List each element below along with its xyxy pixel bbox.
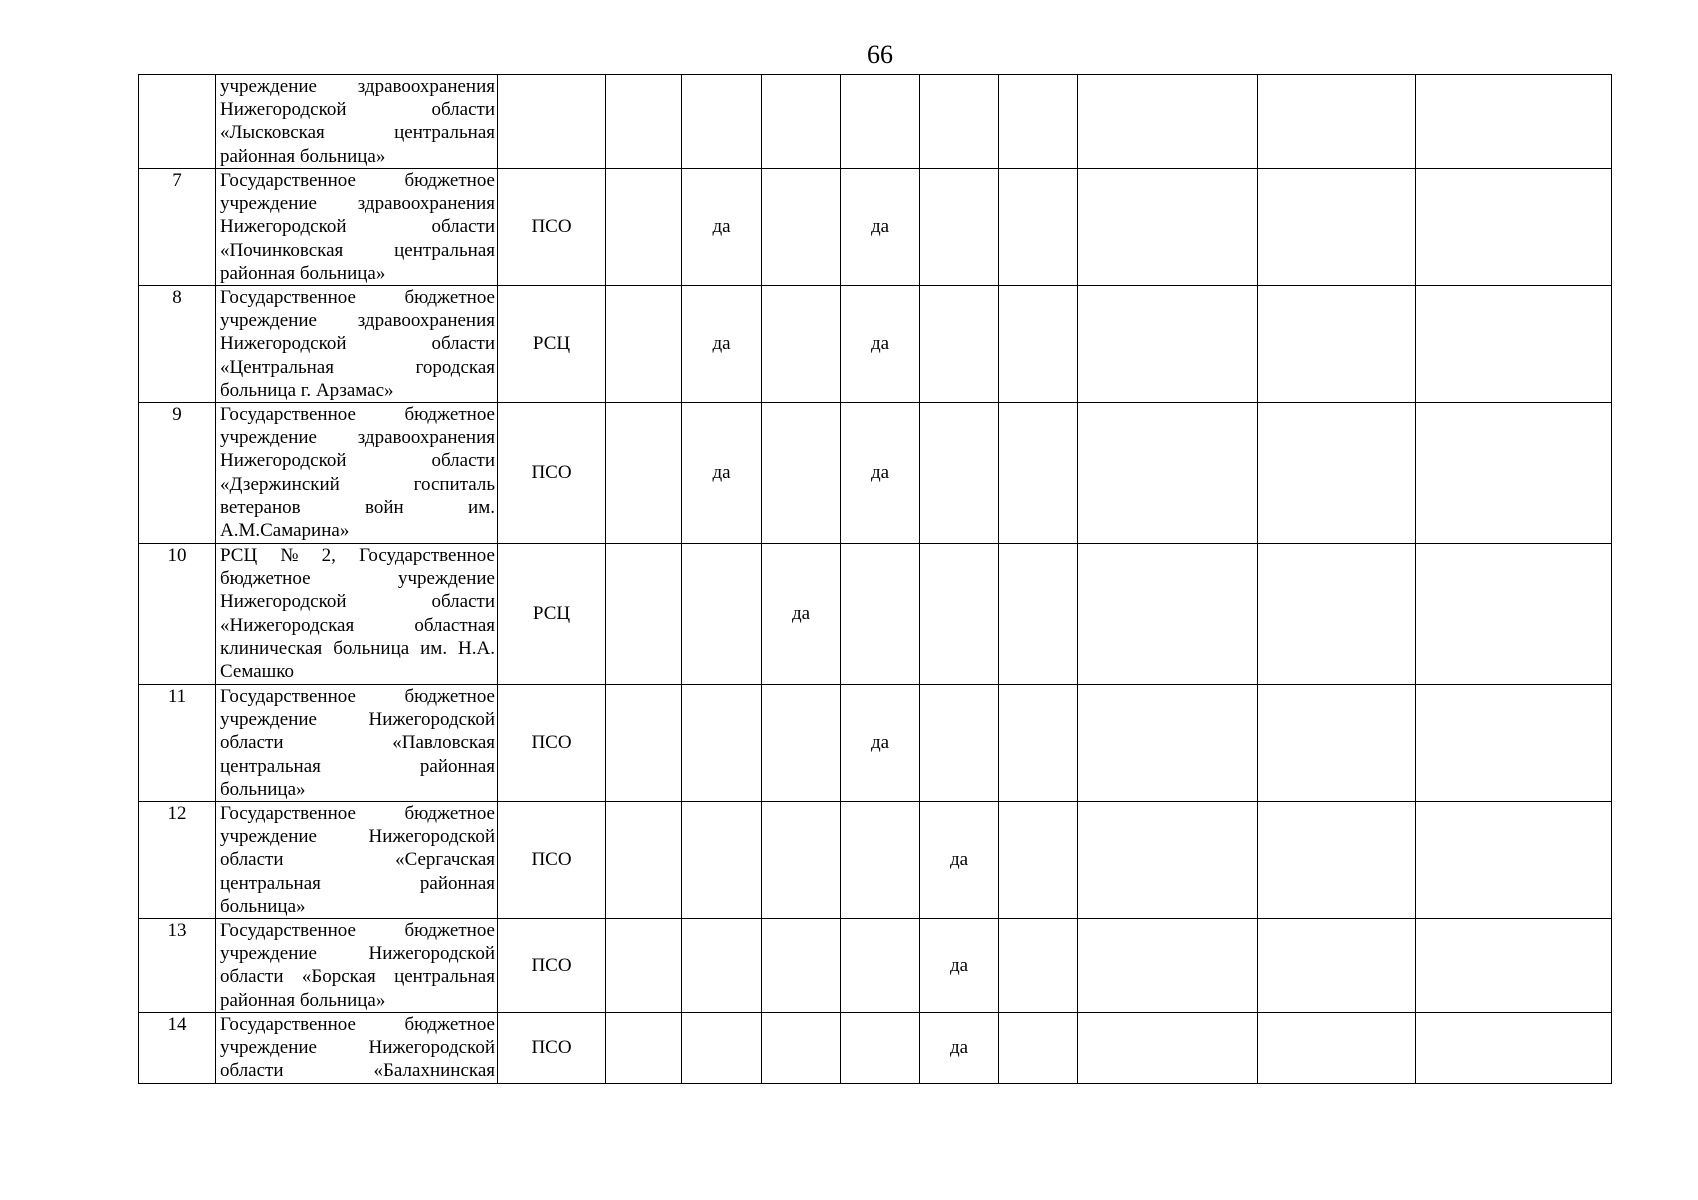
row-number: 12 bbox=[139, 802, 216, 919]
word: Нижегородской bbox=[368, 709, 495, 731]
facility-name-line: районная больница» bbox=[220, 145, 386, 167]
cell-c5 bbox=[762, 169, 841, 286]
facility-name-line bbox=[220, 473, 495, 496]
facility-name-line: Семашко bbox=[220, 661, 295, 683]
word: «Нижегородская bbox=[220, 614, 355, 636]
word: Н.А. bbox=[458, 637, 495, 659]
cell-c10 bbox=[1258, 75, 1416, 169]
facility-name-line: больница» bbox=[220, 895, 306, 917]
word: учреждение bbox=[220, 709, 317, 731]
word: учреждение bbox=[220, 1037, 317, 1059]
cell-c8 bbox=[999, 75, 1078, 169]
cell-c4 bbox=[682, 544, 762, 685]
facility-name-line: А.М.Самарина» bbox=[220, 520, 350, 542]
row-number: 13 bbox=[139, 919, 216, 1013]
facility-name-line bbox=[220, 403, 495, 426]
cell-c5 bbox=[762, 802, 841, 919]
word: здравоохранения bbox=[357, 310, 495, 332]
word: области bbox=[220, 849, 284, 871]
table-row bbox=[139, 403, 1612, 544]
cell-c9 bbox=[1078, 169, 1258, 286]
word: Государственное bbox=[220, 404, 356, 426]
word: Государственное bbox=[220, 686, 356, 708]
word: области bbox=[431, 591, 495, 613]
facility-name bbox=[216, 403, 498, 544]
cell-c8 bbox=[999, 919, 1078, 1013]
facility-type: ПСО bbox=[498, 685, 606, 802]
table-row bbox=[139, 75, 1612, 169]
word: «Балахнинская bbox=[373, 1060, 495, 1082]
cell-c8 bbox=[999, 685, 1078, 802]
facility-name-line bbox=[220, 356, 495, 379]
facility-type: ПСО bbox=[498, 1013, 606, 1084]
word: «Центральная bbox=[220, 356, 334, 378]
word: бюджетное bbox=[404, 1014, 495, 1036]
facility-name-line: больница г. Арзамас» bbox=[220, 379, 394, 401]
facility-name-line: районная больница» bbox=[220, 989, 386, 1011]
facility-name-line bbox=[220, 919, 495, 942]
facility-name bbox=[216, 169, 498, 286]
word: госпиталь bbox=[413, 473, 495, 495]
cell-c6: да bbox=[841, 286, 920, 403]
word: Нижегородской bbox=[220, 99, 347, 121]
word: бюджетное bbox=[404, 170, 495, 191]
cell-c8 bbox=[999, 286, 1078, 403]
word: Нижегородской bbox=[220, 450, 347, 472]
cell-c7 bbox=[920, 169, 999, 286]
cell-c8 bbox=[999, 169, 1078, 286]
facility-name-line bbox=[220, 614, 495, 637]
word: учреждение bbox=[220, 943, 317, 965]
facility-name-line bbox=[220, 239, 495, 262]
facility-name-line bbox=[220, 426, 495, 449]
word: РСЦ bbox=[220, 545, 258, 567]
cell-c11 bbox=[1416, 1013, 1612, 1084]
row-number bbox=[139, 75, 216, 169]
word: Государственное bbox=[220, 803, 356, 825]
facility-name bbox=[216, 1013, 498, 1084]
facility-name-line bbox=[220, 567, 495, 590]
word: бюджетное bbox=[404, 686, 495, 708]
facility-name-line bbox=[220, 332, 495, 355]
facility-name-line bbox=[220, 825, 495, 848]
word: учреждение bbox=[398, 568, 495, 590]
facility-name bbox=[216, 286, 498, 403]
cell-c7 bbox=[920, 544, 999, 685]
row-number: 14 bbox=[139, 1013, 216, 1084]
facility-name-line bbox=[220, 755, 495, 778]
word: бюджетное bbox=[220, 568, 311, 590]
facility-type: ПСО bbox=[498, 919, 606, 1013]
word: здравоохранения bbox=[357, 76, 495, 97]
word: ветеранов bbox=[220, 496, 301, 518]
cell-c4 bbox=[682, 919, 762, 1013]
cell-c8 bbox=[999, 802, 1078, 919]
word: Государственное bbox=[220, 170, 356, 191]
word: учреждение bbox=[220, 76, 317, 97]
cell-c8 bbox=[999, 403, 1078, 544]
word: центральная bbox=[394, 239, 495, 261]
cell-c5 bbox=[762, 286, 841, 403]
facility-name-line bbox=[220, 872, 495, 895]
facility-name-line bbox=[220, 942, 495, 965]
cell-c9 bbox=[1078, 685, 1258, 802]
facility-name-line bbox=[220, 802, 495, 825]
facility-type: РСЦ bbox=[498, 286, 606, 403]
row-number: 7 bbox=[139, 169, 216, 286]
page-number: 66 bbox=[867, 40, 893, 69]
cell-c9 bbox=[1078, 286, 1258, 403]
cell-c6 bbox=[841, 802, 920, 919]
cell-c11 bbox=[1416, 286, 1612, 403]
word: центральная bbox=[220, 872, 321, 894]
table-row bbox=[139, 1013, 1612, 1084]
word: «Павловская bbox=[392, 732, 495, 754]
row-number: 9 bbox=[139, 403, 216, 544]
word: областная bbox=[414, 614, 495, 636]
word: центральная bbox=[394, 966, 495, 988]
cell-c4: да bbox=[682, 286, 762, 403]
cell-c5 bbox=[762, 1013, 841, 1084]
facility-name-line bbox=[220, 192, 495, 215]
cell-c5 bbox=[762, 685, 841, 802]
word: клиническая bbox=[220, 637, 323, 659]
cell-c10 bbox=[1258, 403, 1416, 544]
cell-c3 bbox=[606, 1013, 682, 1084]
word: бюджетное bbox=[404, 287, 495, 309]
word: Нижегородской bbox=[220, 333, 347, 355]
cell-c9 bbox=[1078, 75, 1258, 169]
facility-type: ПСО bbox=[498, 802, 606, 919]
word: Государственное bbox=[220, 287, 356, 309]
word: учреждение bbox=[220, 826, 317, 848]
word: Нижегородской bbox=[220, 216, 347, 238]
word: Государственное bbox=[359, 545, 495, 567]
word: бюджетное bbox=[404, 404, 495, 426]
cell-c9 bbox=[1078, 1013, 1258, 1084]
word: здравоохранения bbox=[357, 193, 495, 215]
word: им. bbox=[420, 637, 448, 659]
word: Нижегородской bbox=[368, 826, 495, 848]
cell-c3 bbox=[606, 802, 682, 919]
cell-c10 bbox=[1258, 544, 1416, 685]
facility-type bbox=[498, 75, 606, 169]
word: учреждение bbox=[220, 427, 317, 449]
cell-c6 bbox=[841, 1013, 920, 1084]
facility-name bbox=[216, 75, 498, 169]
word: учреждение bbox=[220, 193, 317, 215]
facility-type: РСЦ bbox=[498, 544, 606, 685]
facility-name-line bbox=[220, 309, 495, 332]
facility-name-line bbox=[220, 449, 495, 472]
facility-name-line bbox=[220, 1059, 495, 1082]
cell-c9 bbox=[1078, 802, 1258, 919]
cell-c3 bbox=[606, 286, 682, 403]
cell-c5 bbox=[762, 919, 841, 1013]
facility-name-line bbox=[220, 496, 495, 519]
cell-c9 bbox=[1078, 403, 1258, 544]
cell-c9 bbox=[1078, 544, 1258, 685]
word: центральная bbox=[394, 122, 495, 144]
facility-name bbox=[216, 685, 498, 802]
cell-c6: да bbox=[841, 403, 920, 544]
facility-name-line bbox=[220, 215, 495, 238]
cell-c10 bbox=[1258, 919, 1416, 1013]
word: области bbox=[431, 450, 495, 472]
cell-c11 bbox=[1416, 919, 1612, 1013]
word: здравоохранения bbox=[357, 427, 495, 449]
cell-c7: да bbox=[920, 802, 999, 919]
cell-c9 bbox=[1078, 919, 1258, 1013]
word: городская bbox=[415, 356, 495, 378]
facility-name-line: районная больница» bbox=[220, 262, 386, 284]
cell-c7 bbox=[920, 286, 999, 403]
cell-c7 bbox=[920, 75, 999, 169]
word: районная bbox=[419, 755, 495, 777]
word: больница bbox=[333, 637, 410, 659]
facility-name bbox=[216, 544, 498, 685]
cell-c5 bbox=[762, 403, 841, 544]
cell-c6 bbox=[841, 919, 920, 1013]
word: «Лысковская bbox=[220, 122, 325, 144]
word: бюджетное bbox=[404, 803, 495, 825]
facility-name bbox=[216, 919, 498, 1013]
cell-c11 bbox=[1416, 802, 1612, 919]
word: центральная bbox=[220, 755, 321, 777]
word: области bbox=[220, 732, 284, 754]
word: 2, bbox=[321, 545, 336, 567]
facility-type: ПСО bbox=[498, 169, 606, 286]
facility-name-line bbox=[220, 1036, 495, 1059]
table-row bbox=[139, 286, 1612, 403]
row-number: 8 bbox=[139, 286, 216, 403]
cell-c3 bbox=[606, 169, 682, 286]
facility-name-line bbox=[220, 98, 495, 121]
cell-c11 bbox=[1416, 75, 1612, 169]
word: Нижегородской bbox=[368, 943, 495, 965]
facility-name-line: больница» bbox=[220, 778, 306, 800]
facility-name bbox=[216, 802, 498, 919]
facility-name-line bbox=[220, 848, 495, 871]
facility-name-line bbox=[220, 708, 495, 731]
facilities-table bbox=[138, 74, 1612, 1084]
facility-name-line bbox=[220, 121, 495, 144]
word: им. bbox=[468, 496, 495, 518]
word: области bbox=[431, 99, 495, 121]
cell-c3 bbox=[606, 544, 682, 685]
facility-name-line bbox=[220, 965, 495, 988]
cell-c4 bbox=[682, 685, 762, 802]
word: «Починковская bbox=[220, 239, 344, 261]
cell-c3 bbox=[606, 919, 682, 1013]
word: Нижегородской bbox=[220, 591, 347, 613]
facility-name-line bbox=[220, 544, 495, 567]
cell-c11 bbox=[1416, 544, 1612, 685]
row-number: 10 bbox=[139, 544, 216, 685]
cell-c4 bbox=[682, 75, 762, 169]
cell-c4 bbox=[682, 1013, 762, 1084]
table-row bbox=[139, 169, 1612, 286]
word: районная bbox=[419, 872, 495, 894]
word: «Сергачская bbox=[395, 849, 495, 871]
cell-c7 bbox=[920, 403, 999, 544]
cell-c8 bbox=[999, 1013, 1078, 1084]
table-row bbox=[139, 919, 1612, 1013]
cell-c3 bbox=[606, 75, 682, 169]
table-row bbox=[139, 802, 1612, 919]
facility-type: ПСО bbox=[498, 403, 606, 544]
word: Государственное bbox=[220, 920, 356, 942]
table-row bbox=[139, 685, 1612, 802]
cell-c3 bbox=[606, 685, 682, 802]
word: войн bbox=[364, 496, 404, 518]
cell-c11 bbox=[1416, 403, 1612, 544]
word: области bbox=[431, 333, 495, 355]
facility-name-line bbox=[220, 590, 495, 613]
facility-name-line bbox=[220, 286, 495, 309]
cell-c6 bbox=[841, 544, 920, 685]
facility-name-line bbox=[220, 169, 495, 192]
cell-c5: да bbox=[762, 544, 841, 685]
word: Нижегородской bbox=[368, 1037, 495, 1059]
word: области bbox=[220, 966, 284, 988]
cell-c10 bbox=[1258, 685, 1416, 802]
cell-c7: да bbox=[920, 1013, 999, 1084]
cell-c11 bbox=[1416, 169, 1612, 286]
cell-c6: да bbox=[841, 169, 920, 286]
row-number: 11 bbox=[139, 685, 216, 802]
word: области bbox=[431, 216, 495, 238]
word: «Борская bbox=[301, 966, 376, 988]
facility-name-line bbox=[220, 75, 495, 98]
word: учреждение bbox=[220, 310, 317, 332]
cell-c7 bbox=[920, 685, 999, 802]
cell-c3 bbox=[606, 403, 682, 544]
facility-name-line bbox=[220, 1013, 495, 1036]
cell-c10 bbox=[1258, 169, 1416, 286]
cell-c6 bbox=[841, 75, 920, 169]
cell-c6: да bbox=[841, 685, 920, 802]
facility-name-line bbox=[220, 637, 495, 660]
cell-c10 bbox=[1258, 802, 1416, 919]
cell-c4 bbox=[682, 802, 762, 919]
cell-c11 bbox=[1416, 685, 1612, 802]
table-body bbox=[139, 75, 1612, 1084]
table-row bbox=[139, 544, 1612, 685]
word: области bbox=[220, 1060, 284, 1082]
word: «Дзержинский bbox=[220, 473, 340, 495]
cell-c7: да bbox=[920, 919, 999, 1013]
cell-c4: да bbox=[682, 169, 762, 286]
word: Государственное bbox=[220, 1014, 356, 1036]
cell-c5 bbox=[762, 75, 841, 169]
word: бюджетное bbox=[404, 920, 495, 942]
facility-name-line bbox=[220, 731, 495, 754]
word: № bbox=[280, 545, 299, 567]
cell-c8 bbox=[999, 544, 1078, 685]
cell-c10 bbox=[1258, 286, 1416, 403]
cell-c10 bbox=[1258, 1013, 1416, 1084]
cell-c4: да bbox=[682, 403, 762, 544]
facility-name-line bbox=[220, 685, 495, 708]
